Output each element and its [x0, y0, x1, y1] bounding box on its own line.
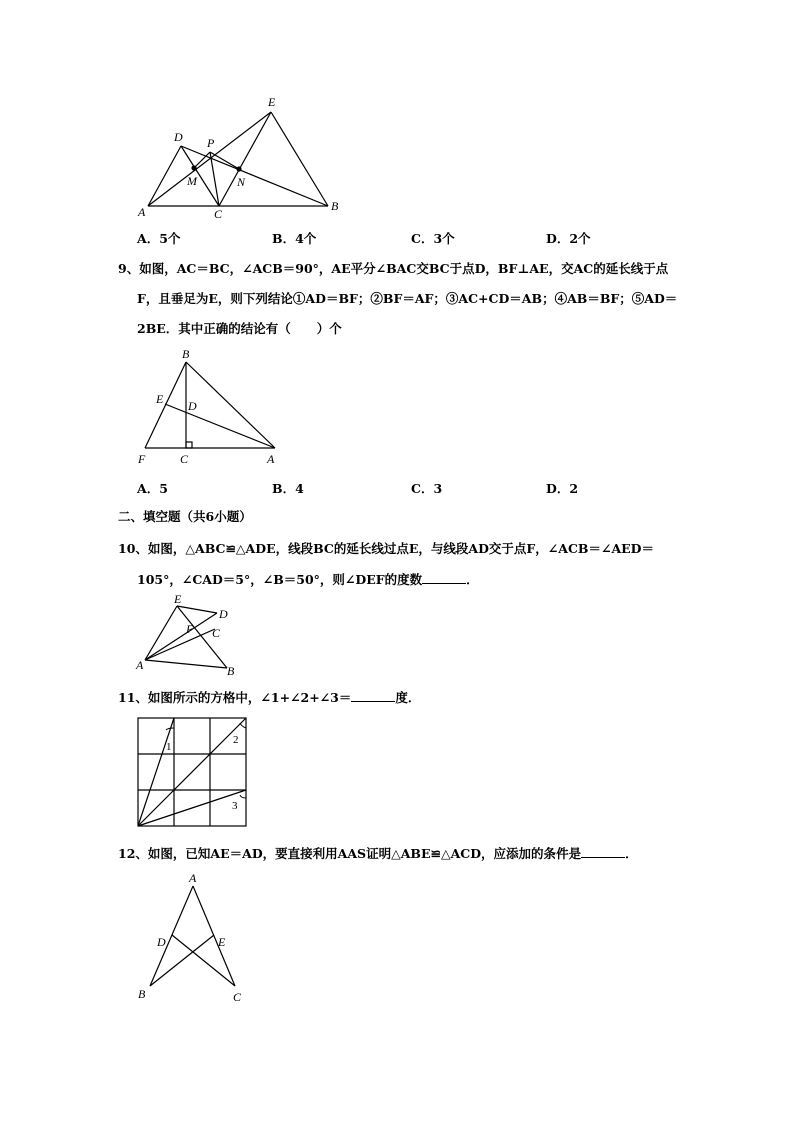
q10-text: 105°，∠CAD＝5°，∠B＝50°，则∠DEF的度数	[137, 572, 423, 587]
figure-q9	[130, 345, 290, 470]
label-c: C	[180, 452, 189, 466]
point-n-dot	[236, 166, 241, 171]
q8-option-a[interactable]: A．5个	[137, 231, 181, 246]
q9-option-c[interactable]: C．3	[411, 481, 443, 496]
label-a: A	[189, 871, 197, 885]
label-b: B	[182, 347, 190, 361]
section-heading: 二、填空题（共6小题）	[118, 509, 252, 524]
angle-3-label: 3	[232, 800, 238, 812]
label-c: C	[212, 626, 221, 640]
label-b: B	[227, 664, 235, 678]
label-p: P	[207, 136, 215, 150]
label-e: E	[268, 95, 276, 109]
q12-text	[118, 845, 638, 862]
q8-option-d[interactable]: D．2个	[546, 231, 591, 246]
q10-text-line1: 10、如图，△ABC≌△ADE，线段BC的延长线过点E，与线段AD交于点F，∠ACB＝∠AED＝	[118, 541, 655, 556]
q8-option-c[interactable]: C．3个	[411, 231, 455, 246]
figure-q12	[130, 868, 260, 1008]
q9-text-line1: 9、如图，AC＝BC，∠ACB＝90°，AE平分∠BAC交BC于点D，BF⊥AE，交AC的延长线于点	[118, 261, 669, 276]
label-e: E	[156, 392, 164, 406]
q12-text-main: 12、如图，已知AE＝AD，要直接利用AAS证明△ABE≌△ACD，应添加的条件是	[118, 846, 582, 861]
label-m: M	[187, 174, 197, 188]
angle-1-label: 1	[166, 741, 172, 753]
label-b: B	[138, 987, 146, 1001]
figure-q11-grid	[130, 710, 260, 835]
q9-option-b[interactable]: B．4	[272, 481, 304, 496]
label-f: F	[186, 622, 194, 636]
q11-text	[118, 689, 420, 706]
label-d: D	[188, 399, 197, 413]
label-a: A	[138, 205, 146, 219]
label-f: F	[138, 452, 146, 466]
label-d: D	[174, 130, 183, 144]
q11-answer-blank[interactable]	[351, 689, 395, 702]
q9-option-d[interactable]: D．2	[546, 481, 579, 496]
q10-answer-blank[interactable]	[422, 571, 466, 584]
q10-text-end: ．	[466, 572, 479, 587]
label-e: E	[174, 592, 182, 606]
label-e: E	[218, 935, 226, 949]
q9-option-a[interactable]: A．5	[137, 481, 168, 496]
q9-text-prefix: 2BE．其中正确的结论有（	[137, 321, 291, 336]
q11-text-main: 11、如图所示的方格中，∠1+∠2+∠3＝	[118, 690, 352, 705]
q9-text-line2: F，且垂足为E，则下列结论①AD＝BF；②BF＝AF；③AC+CD＝AB；④AB＝BF；⑤AD＝	[137, 291, 678, 306]
q9-text-line3	[137, 321, 342, 337]
q11-text-end: 度．	[395, 690, 421, 705]
label-d: D	[219, 607, 228, 621]
figure-q10	[130, 590, 250, 680]
q12-answer-blank[interactable]	[581, 845, 625, 858]
label-a: A	[136, 658, 144, 672]
label-c: C	[214, 207, 223, 221]
angle-2-label: 2	[233, 734, 239, 746]
label-c: C	[233, 990, 242, 1004]
q10-text-line2	[137, 571, 479, 588]
q8-option-b[interactable]: B．4个	[272, 231, 317, 246]
figure-q8	[130, 90, 360, 225]
label-d: D	[157, 935, 166, 949]
q9-text-suffix: ）个	[316, 321, 342, 336]
point-m-dot	[191, 165, 196, 170]
q12-text-end: ．	[625, 846, 638, 861]
label-a: A	[267, 452, 275, 466]
label-n: N	[237, 175, 246, 189]
label-b: B	[331, 199, 339, 213]
